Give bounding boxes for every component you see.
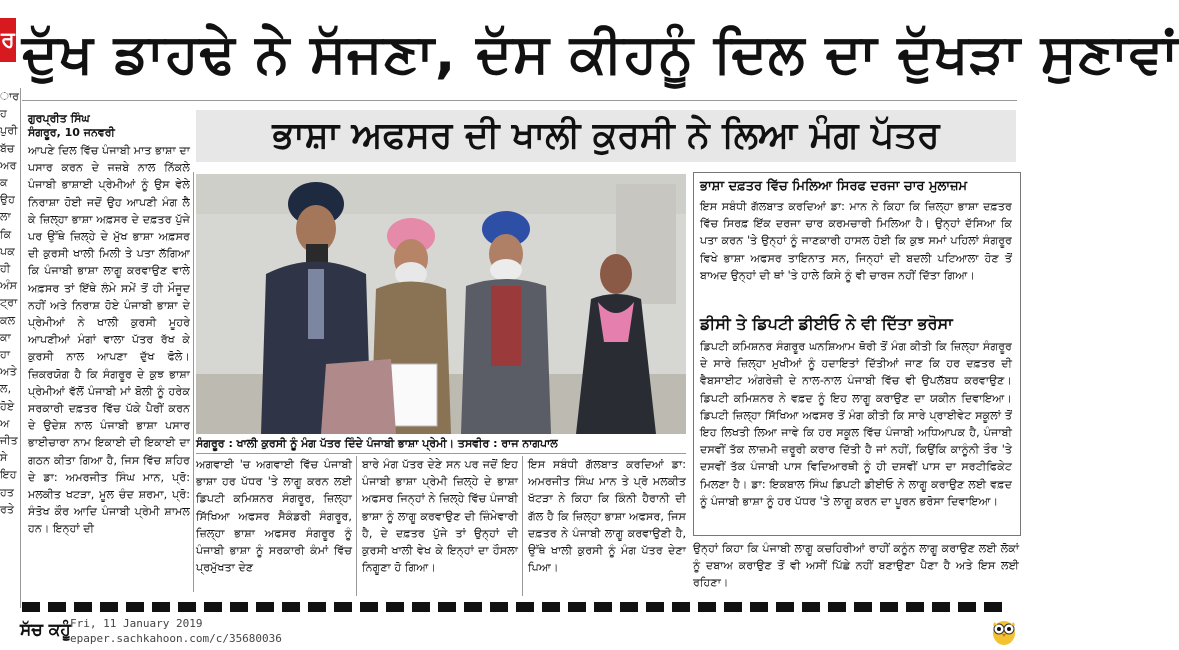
sidebar-heading-2: ਡੀਸੀ ਤੇ ਡਿਪਟੀ ਡੀਈਓ ਨੇ ਵੀ ਦਿੱਤਾ ਭਰੋਸਾ (700, 314, 953, 333)
byline (28, 112, 193, 140)
article-column-3: ਬਾਰੇ ਮੰਗ ਪੱਤਰ ਦੇਣੇ ਸਨ ਪਰ ਜਦੋਂ ਇਹ ਪੰਜਾਬੀ ਭਾਸ਼ਾ ਪ੍ਰੇਮੀ ਜ਼ਿਲ੍ਹੇ ਦੇ ਭਾਸ਼ਾ ਅਫਸਰ ਜਿਨ੍ਹਾਂ ਨੇ ਜ਼ਿਲ੍ਹੇ ਵਿੱਚ ਪੰਜਾਬੀ ਭਾਸ਼ਾ ਨੂੰ ਲਾਗੂ ਕਰਵਾਉਣ ਦੀ ਜ਼ਿੰਮੇਵਾਰੀ ਹੈ, ਦੇ ਦਫ਼ਤਰ ਪੁੱਜੇ ਤਾਂ ਉਨ੍ਹਾਂ ਦੀ ਕੁਰਸੀ ਖਾਲੀ ਵੇਖ ਕੇ ਇਨ੍ਹਾਂ ਦਾ ਹੌਸਲਾ ਨਿਗੂਣਾ ਹੋ ਗਿਆ। (362, 458, 518, 575)
footer-url[interactable]: epaper.sachkahoon.com/c/35680036 (70, 632, 282, 645)
sidebar-outro: ਉਨ੍ਹਾਂ ਕਿਹਾ ਕਿ ਪੰਜਾਬੀ ਲਾਗੂ ਕਚਹਿਰੀਆਂ ਰਾਹੀਂ ਕਨੂੰਨ ਲਾਗੂ ਕਰਾਉਣ ਲਈ ਲੋਕਾਂ ਨੂੰ ਦਬਾਅ ਕਰਾਉਣ ਤੋਂ ਵੀ ਅਸੀਂ ਪਿੱਛੇ ਨਹੀਂ ਬਣਾਉਣਾ ਪੈਣਾ ਹੈ ਅਤੇ ਇਸ ਲਈ ਰਹਿਣਾ। (693, 542, 1019, 590)
column-divider (356, 456, 357, 596)
sidebar-text-1: ਇਸ ਸਬੰਧੀ ਗੱਲਬਾਤ ਕਰਦਿਆਂ ਡਾ: ਮਾਨ ਨੇ ਕਿਹਾ ਕਿ ਜ਼ਿਲ੍ਹਾ ਭਾਸ਼ਾ ਦਫ਼ਤਰ ਵਿੱਚ ਸਿਰਫ਼ ਇੱਕ ਦਰਜਾ ਚਾਰ ਕਰਮਚਾਰੀ ਮਿਲਿਆ ਹੈ। ਉਨ੍ਹਾਂ ਦੱਸਿਆ ਕਿ ਪਤਾ ਕਰਨ 'ਤੇ ਉਨ੍ਹਾਂ ਨੂੰ ਜਾਣਕਾਰੀ ਹਾਸਲ ਹੋਈ ਕਿ ਕੁਝ ਸਮਾਂ ਪਹਿਲਾਂ ਸੰਗਰੂਰ ਵਿਖੇ ਭਾਸ਼ਾ ਅਫਸਰ ਤਾਇਨਾਤ ਸਨ, ਜਿਨ੍ਹਾਂ ਦੀ ਬਦਲੀ ਪਟਿਆਲਾ ਹੋਣ ਤੋਂ ਬਾਅਦ ਉਨ੍ਹਾਂ ਦੀ ਥਾਂ 'ਤੇ ਹਾਲੇ ਕਿਸੇ ਨੂੰ ਵੀ ਚਾਰਜ ਨਹੀਂ ਦਿੱਤਾ ਗਿਆ। (700, 200, 1012, 282)
footer-brand: ਸੱਚ ਕਹੂੰ (20, 620, 71, 640)
owl-icon (990, 616, 1018, 646)
caption-rule (196, 453, 686, 454)
headline-rule (22, 100, 1017, 101)
main-headline: ਦੁੱਖ ਡਾਹਢੇ ਨੇ ਸੱਜਣਾ, ਦੱਸ ਕੀਹਨੂੰ ਦਿਲ ਦਾ ਦੁੱਖੜਾ ਸੁਣਾਵਾਂ (22, 22, 1179, 85)
sub-headline: ਭਾਸ਼ਾ ਅਫਸਰ ਦੀ ਖਾਲੀ ਕੁਰਸੀ ਨੇ ਲਿਆ ਮੰਗ ਪੱਤਰ (196, 110, 1016, 162)
clipped-left-column: ਾਰ ਹ ਪੁਰੀ ਬੱਚ ਅਰ ਕ ਉਹ ਲਾ ਕਿ ਪਕ ਹੀ ਅੰਸ ਟ੍ਰਾ ਕਲ ਕਾ ਹਾ ਅਤੇ ਲ, ਹੋਏ ਅ ਜੀਤ ਸੇ ਇਹ ਹਤ ਰਤੇ (0, 90, 20, 516)
column-divider (193, 172, 194, 592)
photo-illustration (196, 174, 686, 434)
sidebar-text-2: ਡਿਪਟੀ ਕਮਿਸ਼ਨਰ ਸੰਗਰੂਰ ਘਨਸ਼ਿਆਮ ਥੋਰੀ ਤੋਂ ਮੰਗ ਕੀਤੀ ਕਿ ਜ਼ਿਲ੍ਹਾ ਸੰਗਰੂਰ ਦੇ ਸਾਰੇ ਜ਼ਿਲ੍ਹਾ ਮੁਖੀਆਂ ਨੂੰ ਹਦਾਇਤਾਂ ਦਿੱਤੀਆਂ ਜਾਣ ਕਿ ਹਰ ਦਫ਼ਤਰ ਦੀ ਵੈਬਸਾਈਟ ਅੰਗਰੇਜ਼ੀ ਦੇ ਨਾਲ-ਨਾਲ ਪੰਜਾਬੀ ਵਿੱਚ ਵੀ ਉਪਲੱਬਧ ਕਰਵਾਉਣ। ਡਿਪਟੀ ਕਮਿਸ਼ਨਰ ਨੇ ਵਫ਼ਦ ਨੂੰ ਇਹ ਲਾਗੂ ਕਰਾਉਣ ਦਾ ਯਕੀਨ ਦਿਵਾਇਆ। ਡਿਪਟੀ ਜ਼ਿਲ੍ਹਾ ਸਿੱਖਿਆ ਅਫਸਰ ਤੋਂ ਮੰਗ ਕੀਤੀ ਕਿ ਸਾਰੇ ਪ੍ਰਾਈਵੇਟ ਸਕੂਲਾਂ ਤੋਂ ਇਹ ਲਿਖਤੀ ਲਿਆ ਜਾਵੇ ਕਿ ਹਰ ਸਕੂਲ ਵਿੱਚ ਪੰਜਾਬੀ ਅਧਿਆਪਕ ਹੈ, ਪੰਜਾਬੀ ਦਸਵੀਂ ਤੱਕ ਲਾਜ਼ਮੀ ਜ਼ਰੂਰੀ ਕਰਾਰ ਦਿੱਤੀ ਹੈ ਜਾਂ ਨਹੀਂ, ਕਿਉਂਕਿ ਕਾਨੂੰਨੀ ਤੌਰ 'ਤੇ ਦਸਵੀਂ ਤੱਕ ਪੰਜਾਬੀ ਪਾਸ ਵਿਦਿਆਰਥੀ ਨੂੰ ਹੀ ਦਸਵੀਂ ਪਾਸ ਦਾ ਸਰਟੀਫਿਕੇਟ ਮਿਲਣਾ ਹੈ। ਡਾ: ਇਕਬਾਲ ਸਿੰਘ ਡਿਪਟੀ ਡੀਈਓ ਨੇ ਲਾਗੂ ਕਰਾਉਣ ਲਈ ਵਫ਼ਦ ਨੂੰ ਪੰਜਾਬੀ ਭਾਸ਼ਾ ਨੂੰ ਹਰ ਪੱਧਰ 'ਤੇ ਲਾਗੂ ਕਰਨ ਦਾ ਪੂਰਨ ਭਰੋਸਾ ਦਿਵਾਇਆ। (700, 340, 1012, 508)
newspaper-logo-tab: ਰ (0, 18, 16, 62)
article-column-1: ਆਪਣੇ ਦਿਲ ਵਿੱਚ ਪੰਜਾਬੀ ਮਾਤ ਭਾਸ਼ਾ ਦਾ ਪਸਾਰ ਕਰਨ ਦੇ ਜਜ਼ਬੇ ਨਾਲ ਨਿੱਕਲੇ ਪੰਜਾਬੀ ਭਾਸ਼ਾਈ ਪ੍ਰੇਮੀਆਂ ਨੂੰ ਉਸ ਵੇਲੇ ਨਿਰਾਸ਼ਾ ਹੋਈ ਜਦੋਂ ਉਹ ਆਪਣੀ ਮੰਗ ਲੈ ਕੇ ਜ਼ਿਲ੍ਹਾ ਭਾਸ਼ਾ ਅਫ਼ਸਰ ਦੇ ਦਫ਼ਤਰ ਪੁੱਜੇ ਪਰ ਉੱਥੇ ਜ਼ਿਲ੍ਹੇ ਦੇ ਮੁੱਖ ਭਾਸ਼ਾ ਅਫ਼ਸਰ ਦੀ ਕੁਰਸੀ ਖਾਲੀ ਮਿਲੀ ਤੇ ਪਤਾ ਲੱਗਿਆ ਕਿ ਪੰਜਾਬੀ ਭਾਸ਼ਾ ਲਾਗੂ ਕਰਵਾਉਣ ਵਾਲੇ ਅਫ਼ਸਰ ਤਾਂ ਇੱਥੇ ਲੰਮੇ ਸਮੇਂ ਤੋਂ ਹੀ ਮੌਜੂਦ ਨਹੀਂ ਅਤੇ ਨਿਰਾਸ਼ ਹੋਏ ਪੰਜਾਬੀ ਭਾਸ਼ਾ ਦੇ ਪ੍ਰੇਮੀਆਂ ਨੇ ਖਾਲੀ ਕੁਰਸੀ ਮੂਹਰੇ ਆਪਣੀਆਂ ਮੰਗਾਂ ਵਾਲਾ ਪੱਤਰ ਰੱਖ ਕੇ ਕੁਰਸੀ ਨਾਲ ਆਪਣਾ ਦੁੱਖ ਫੋਲੇ। ਜ਼ਿਕਰਯੋਗ ਹੈ ਕਿ ਸੰਗਰੂਰ ਦੇ ਕੁਝ ਭਾਸ਼ਾ ਪ੍ਰੇਮੀਆਂ ਵੱਲੋਂ ਪੰਜਾਬੀ ਮਾਂ ਬੋਲੀ ਨੂੰ ਹਰੇਕ ਸਰਕਾਰੀ ਦਫ਼ਤਰ ਵਿੱਚ ਪੱਕੇ ਪੈਰੀਂ ਕਰਨ ਦੇ ਉਦੇਸ਼ ਨਾਲ ਪੰਜਾਬੀ ਭਾਸ਼ਾ ਪਸਾਰ ਭਾਈਚਾਰਾ ਨਾਮ ਇਕਾਈ ਦੀ ਇਕਾਈ ਦਾ ਗਠਨ ਕੀਤਾ ਗਿਆ ਹੈ, ਜਿਸ ਵਿੱਚ ਸ਼ਹਿਰ ਦੇ ਡਾ: ਅਮਰਜੀਤ ਸਿੰਘ ਮਾਨ, ਪ੍ਰੋ: ਮਲਕੀਤ ਖਟੜਾ, ਮੂਲ ਚੰਦ ਸ਼ਰਮਾ, ਪ੍ਰੋ: ਸੰਤੋਖ ਕੌਰ ਆਦਿ ਪੰਜਾਬੀ ਪ੍ਰੇਮੀ ਸ਼ਾਮਲ ਹਨ। ਇਨ੍ਹਾਂ ਦੀ (28, 144, 190, 536)
byline-dateline: ਸੰਗਰੂਰ, 10 ਜਨਵਰੀ (28, 126, 115, 139)
photo-caption: ਸੰਗਰੂਰ : ਖਾਲੀ ਕੁਰਸੀ ਨੂੰ ਮੰਗ ਪੱਤਰ ਦਿੰਦੇ ਪੰਜਾਬੀ ਭਾਸ਼ਾ ਪ੍ਰੇਮੀ। ਤਸਵੀਰ : ਰਾਜ ਨਾਗਪਾਲ (196, 437, 558, 450)
footer-meta[interactable] (70, 616, 282, 646)
article-column-2: ਅਗਵਾਈ 'ਚ ਅਗਵਾਈ ਵਿੱਚ ਪੰਜਾਬੀ ਭਾਸ਼ਾ ਹਰ ਪੱਧਰ 'ਤੇ ਲਾਗੂ ਕਰਨ ਲਈ ਡਿਪਟੀ ਕਮਿਸ਼ਨਰ ਸੰਗਰੂਰ, ਜ਼ਿਲ੍ਹਾ ਸਿੱਖਿਆ ਅਫਸਰ ਸੈਕੰਡਰੀ ਸੰਗਰੂਰ, ਜ਼ਿਲ੍ਹਾ ਭਾਸ਼ਾ ਅਫਸਰ ਸੰਗਰੂਰ ਨੂੰ ਪੰਜਾਬੀ ਭਾਸ਼ਾ ਨੂੰ ਸਰਕਾਰੀ ਕੰਮਾਂ ਵਿੱਚ ਪ੍ਰਮੁੱਖਤਾ ਦੇਣ (196, 458, 352, 575)
byline-author: ਗੁਰਪ੍ਰੀਤ ਸਿੰਘ (28, 112, 90, 125)
article-column-4: ਇਸ ਸਬੰਧੀ ਗੱਲਬਾਤ ਕਰਦਿਆਂ ਡਾ: ਅਮਰਜੀਤ ਸਿੰਘ ਮਾਨ ਤੇ ਪ੍ਰੋ ਮਲਕੀਤ ਖੱਟੜਾ ਨੇ ਕਿਹਾ ਕਿ ਕਿੰਨੀ ਹੈਰਾਨੀ ਦੀ ਗੱਲ ਹੈ ਕਿ ਜ਼ਿਲ੍ਹਾ ਭਾਸ਼ਾ ਅਫਸਰ, ਜਿਸ ਦਫ਼ਤਰ ਨੇ ਪੰਜਾਬੀ ਲਾਗੂ ਕਰਵਾਉਣੀ ਹੈ, ਉੱਥੇ ਖਾਲੀ ਕੁਰਸੀ ਨੂੰ ਮੰਗ ਪੱਤਰ ਦੇਣਾ ਪਿਆ। (528, 458, 686, 575)
column-divider (522, 456, 523, 596)
clipped-next-headline (22, 596, 1012, 612)
footer-date: Fri, 11 January 2019 (70, 617, 203, 630)
left-divider (20, 88, 21, 608)
sidebar-heading-1: ਭਾਸ਼ਾ ਦਫ਼ਤਰ ਵਿੱਚ ਮਿਲਿਆ ਸਿਰਫ ਦਰਜਾ ਚਾਰ ਮੁਲਾਜ਼ਮ (700, 179, 968, 194)
article-photo (196, 174, 686, 434)
